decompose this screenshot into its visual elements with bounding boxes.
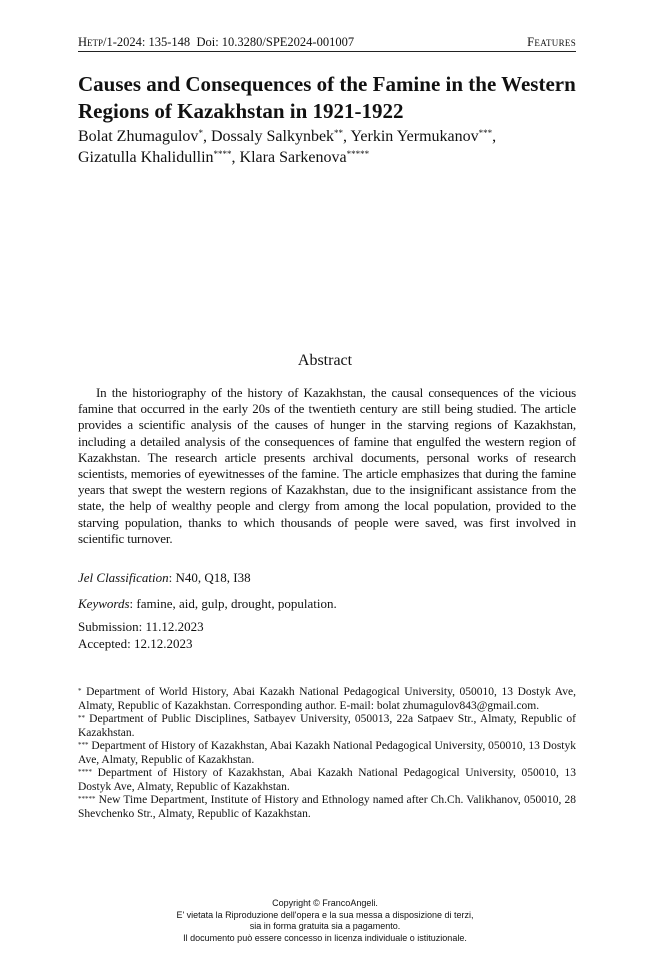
header-rule <box>78 51 576 52</box>
affiliation-footnotes <box>78 686 576 821</box>
accepted-date: Accepted: 12.12.2023 <box>78 636 193 651</box>
article-title: Causes and Consequences of the Famine in the Western Regions of Kazakhstan in 1921-1922 <box>78 72 576 123</box>
jel-value: : N40, Q18, I38 <box>168 570 251 585</box>
copyright-line: E' vietata la Riproduzione dell'opera e la sua messa a disposizione di terzi, <box>176 909 474 920</box>
footnote: ***** New Time Department, Institute of History and Ethnology named after Ch.Ch. Valikhanov, 050010, 28 Shevchenko Str., Almaty, Republic of Kazakhstan. <box>78 794 576 820</box>
author: Gizatulla Khalidullin****, <box>78 149 240 166</box>
keywords-label: Keywords <box>78 596 130 611</box>
journal-abbrev: Hetp <box>78 35 104 49</box>
jel-label: Jel Classification <box>78 570 169 585</box>
author: Dossaly Salkynbek**, <box>210 128 351 145</box>
header-citation <box>78 34 354 50</box>
footnote: ** Department of Public Disciplines, Satbayev University, 050013, 22a Satpaev Str., Almaty, Republic of Kazakhstan. <box>78 713 576 739</box>
abstract-heading: Abstract <box>297 352 353 369</box>
doi: Doi: 10.3280/SPE2024-001007 <box>196 35 355 49</box>
author-list <box>78 126 578 168</box>
submission-date: Submission: 11.12.2023 <box>78 619 204 634</box>
keywords-value: : famine, aid, gulp, drought, population. <box>129 596 337 611</box>
footnote: * Department of World History, Abai Kazakh National Pedagogical University, 050010, 13 Dostyk Ave, Almaty, Republic of Kazakhstan. Corresponding author. E-mail: bolat zhumagulov843@gmail.com. <box>78 686 576 712</box>
running-header <box>78 34 576 50</box>
author: Yerkin Yermukanov***, <box>350 128 497 145</box>
issue-pages: /1-2024: 135-148 <box>103 35 191 49</box>
author: Bolat Zhumagulov*, <box>78 128 211 145</box>
footnote: **** Department of History of Kazakhstan, Abai Kazakh National Pedagogical University, 050010, 13 Dostyk Ave, Almaty, Republic of Kazakhstan. <box>78 767 576 793</box>
copyright-notice <box>0 898 650 944</box>
abstract-text: In the historiography of the history of Kazakhstan, the causal consequences of the vicious famine that occurred in the early 20s of the twentieth century are still being studied. The article provides a scientific analysis of the causes of hunger in the starving regions of Kazakhstan, including a detailed analysis of the consequences of famine that engulfed the western region of Kazakhstan. The research article presents archival documents, personal works of research scientists, memories of eyewitnesses of the famine. The article emphasizes that during the famine years that swept the western regions of Kazakhstan, due to the insignificant assistance from the state, the help of wealthy people and clergy from among the local population, provided to the starving population, thanks to which thousands of people were saved, was first involved in scientific turnover. <box>78 385 576 546</box>
copyright-line: sia in forma gratuita sia a pagamento. <box>249 921 401 931</box>
footnote: *** Department of History of Kazakhstan, Abai Kazakh National Pedagogical University, 050010, 13 Dostyk Ave, Almaty, Republic of Kazakhstan. <box>78 740 576 766</box>
copyright-line: Il documento può essere concesso in licenza individuale o istituzionale. <box>183 932 467 943</box>
jel-classification <box>78 570 576 586</box>
copyright-line: Copyright © FrancoAngeli. <box>272 898 378 908</box>
section-label: Features <box>527 35 576 49</box>
author: Klara Sarkenova***** <box>239 149 370 166</box>
keywords <box>78 596 576 612</box>
